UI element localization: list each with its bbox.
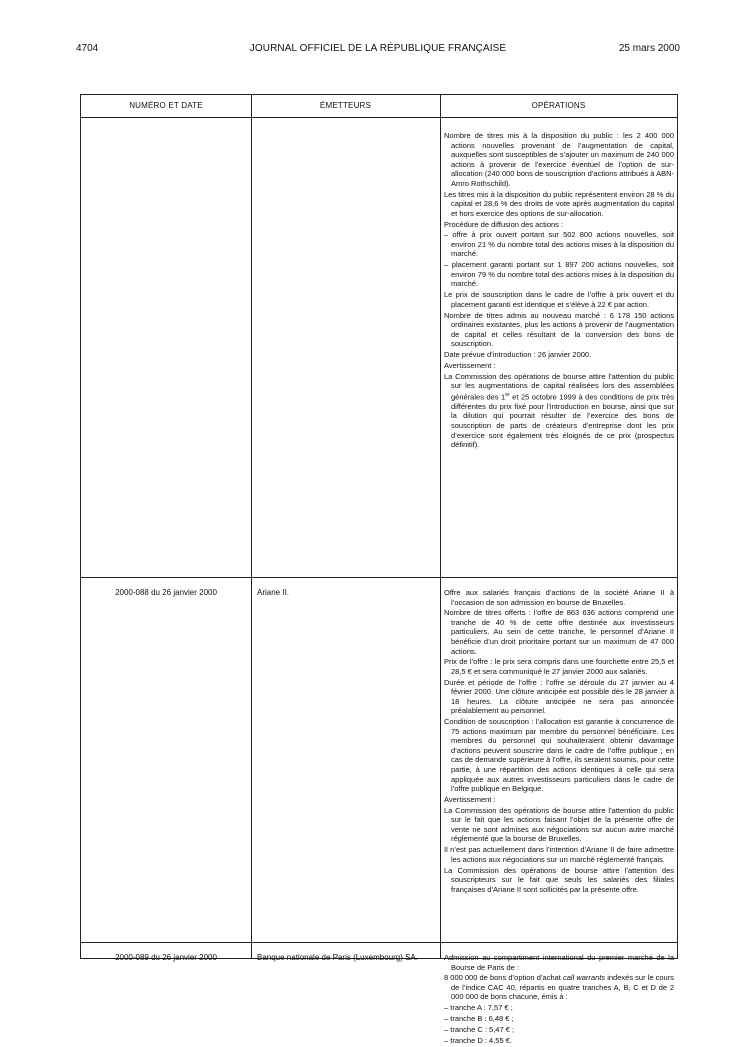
operations-list-item: – tranche D : 4,55 €. [444, 1035, 512, 1045]
operations-paragraph: Durée et période de l’offre : l’offre se déroule du 27 janvier au 4 février 2000. Une clôture anticipée est possible dès le 28 janvier à 18 heures. La clôture anticipée ne sera pas annoncée préalablement au personnel. [444, 677, 674, 716]
operations-cell [444, 131, 674, 451]
operations-paragraph: Nombre de titres mis à la disposition du public : les 2 400 000 actions nouvelles provenant de l’augmentation de capital, auxquelles sont susceptibles de s’ajouter un maximum de 240 000 actions à provenir de l’exercice éventuel de l’option de sur-allocation (240 000 bons de souscription d’actions attribués à ABN-Amro Rothschild). [444, 131, 674, 188]
page-number: 4704 [76, 43, 99, 54]
column-header-number-date: NUMÉRO ET DATE [129, 101, 203, 110]
operations-cell [444, 588, 674, 896]
operations-paragraph: La Commission des opérations de bourse attire l’attention du public sur le fait que les actions faisant l’objet de la présente offre de vente ne sont admises aux négociations sur aucun autre marché réglementé que la bourse de Bruxelles. [444, 805, 674, 844]
issuer-cell: Ariane II. [257, 588, 290, 597]
operations-list-item: – placement garanti portant sur 1 897 200 actions nouvelles, soit environ 79 % du nombre total des actions mises à la disposition du marché. [444, 260, 674, 289]
operations-paragraph: La Commission des opérations de bourse attire l’attention des souscripteurs sur le fait que seuls les salariés des filiales françaises d’Ariane II sont sollicités par la présente offre. [444, 865, 674, 894]
operations-paragraph: Admission au compartiment international du premier marché de la Bourse de Paris de : [444, 953, 674, 972]
warning-heading: Avertissement : [444, 794, 496, 804]
column-header-issuers: ÉMETTEURS [319, 101, 372, 110]
operations-paragraph: Il n’est pas actuellement dans l’intention d’Ariane II de faire admettre les actions aux négociations sur un marché réglementé français. [444, 845, 674, 864]
warning-heading: Avertissement : [444, 360, 496, 370]
operations-paragraph: Date prévue d’introduction : 26 janvier 2000. [444, 350, 592, 360]
operations-paragraph: 8 000 000 de bons d’option d’achat call warrants indexés sur le cours de l’indice CAC 40, répartis en quatre tranches A, B, C et D de 2 000 000 de bons chacune, émis à : [444, 973, 674, 1002]
table-row [81, 117, 677, 577]
operations-paragraph: Le prix de souscription dans le cadre de l’offre à prix ouvert et du placement garanti est identique et s’élève à 22 € par action. [444, 290, 674, 309]
issuer-cell: Banque nationale de Paris (Luxembourg) SA. [257, 953, 418, 962]
page-header [76, 42, 680, 56]
operations-paragraph: Offre aux salariés français d’actions de la société Ariane II à l’occasion de son admission en bourse de Bruxelles. [444, 588, 674, 607]
operations-paragraph: Les titres mis à la disposition du public représentent environ 28 % du capital et 28,6 % des droits de vote après augmentation du capital et hors exercice des options de sur-allocation. [444, 189, 674, 218]
operations-paragraph: La Commission des opérations de bourse attire l’attention du public sur les augmentations de capital réalisées lors des assemblées générales des 1er et 25 octobre 1999 à des conditions de prix très différentes du prix fixé pour l’introduction en bourse, ainsi que sur la dilution qui pourrait résulter de l’exercice des bons de souscription de parts de créateurs d’entreprise dont les prix d’exercice sont également très éloignés de ce prix (prospectus définitif). [444, 371, 674, 450]
table-header [81, 95, 677, 118]
operations-list-item: – offre à prix ouvert portant sur 502 800 actions nouvelles, soit environ 21 % du nombre total des actions mises à la disposition du marché. [444, 230, 674, 259]
operations-list-item: – tranche A : 7,57 € ; [444, 1003, 513, 1013]
column-header-operations: OPÉRATIONS [531, 101, 586, 110]
operations-cell [444, 953, 674, 1047]
issue-date: 25 mars 2000 [618, 43, 680, 54]
operations-paragraph: Nombre de titres admis au nouveau marché : 6 178 150 actions ordinaires existantes, plus les actions à provenir de l’augmentation de capital et celles résultant de la conversion des bons de souscription. [444, 310, 674, 349]
operations-list-item: – tranche C : 5,47 € ; [444, 1025, 515, 1035]
table-row [81, 942, 677, 1045]
operations-paragraph: Nombre de titres offerts : l’offre de 863 636 actions comprend une tranche de 40 % de cette offre destinée aux investisseurs particuliers. Au sein de cette tranche, le personnel d’Ariane II bénéficie d’un droit prioritaire portant sur un maximum de 47 000 actions. [444, 608, 674, 656]
number-date-cell: 2000-088 du 26 janvier 2000 [115, 588, 217, 597]
operations-paragraph: Procédure de diffusion des actions : [444, 219, 564, 229]
operations-list-item: – tranche B : 6,48 € ; [444, 1014, 514, 1024]
operations-table [80, 94, 678, 1045]
journal-title: JOURNAL OFFICIEL DE LA RÉPUBLIQUE FRANÇAISE [249, 43, 507, 54]
number-date-cell: 2000-089 du 26 janvier 2000 [115, 953, 217, 962]
operations-paragraph: Condition de souscription : l’allocation est garantie à concurrence de 75 actions maximum par membre du personnel bénéficiaire. Les membres du personnel qui souhaiteraient obtenir davantage d’actions peuvent souscrire dans le cadre de l’offre publique ; en cas de demande supérieure à l’offre, ils seraient soumis, pour cette partie, à une répartition des actions identiques à celle qui sera appliquée aux autres investisseurs particuliers dans le cadre de l’offre publique en Belgique. [444, 717, 674, 794]
table-row [81, 577, 677, 943]
operations-paragraph: Prix de l’offre : le prix sera compris dans une fourchette entre 25,5 et 28,5 € et sera communiqué le 27 janvier 2000 aux salariés. [444, 657, 674, 676]
